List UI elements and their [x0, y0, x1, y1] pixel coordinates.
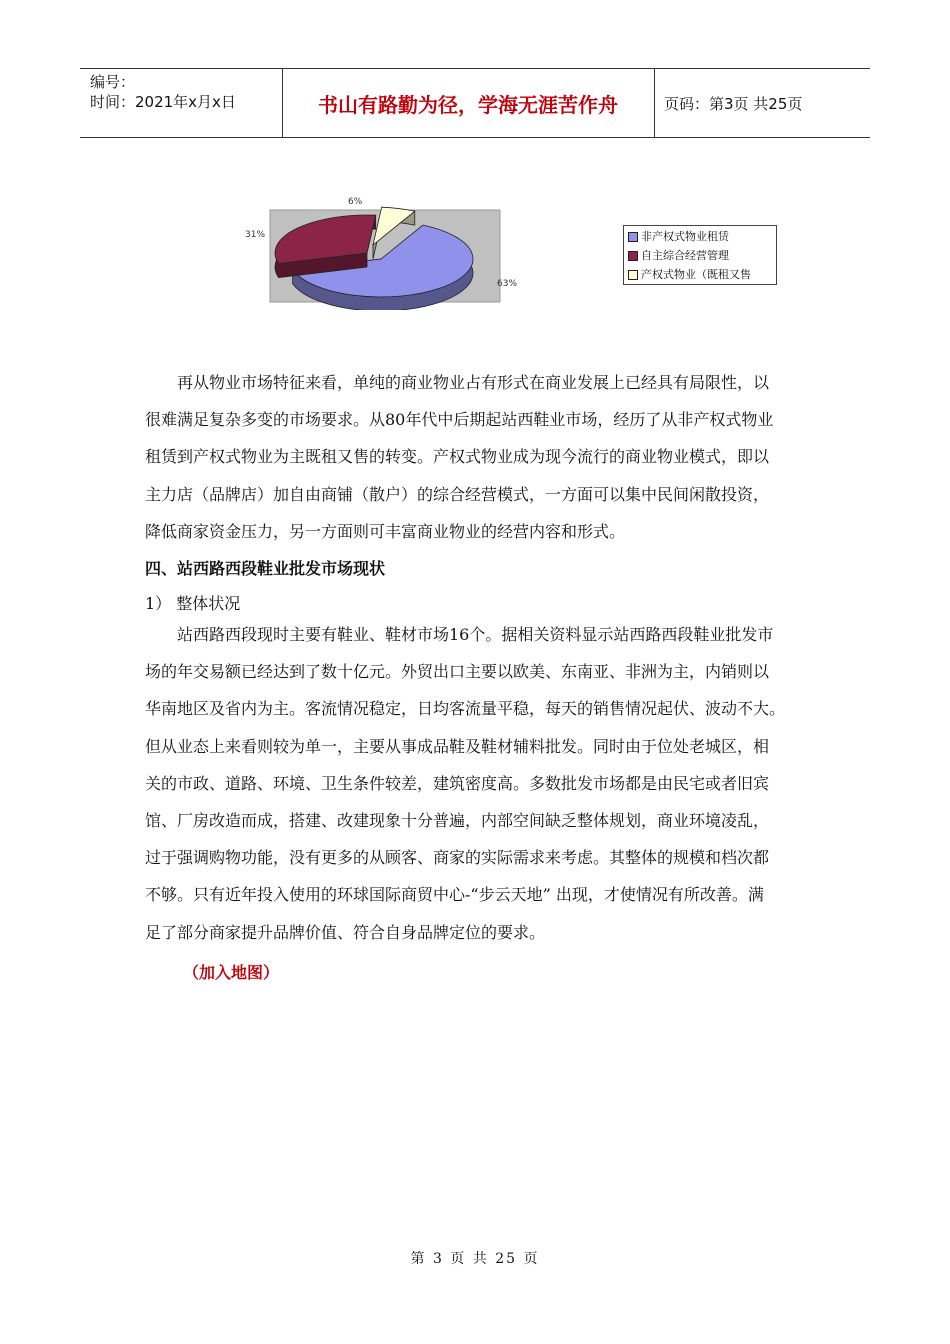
legend-swatch: [628, 251, 638, 261]
section-heading: 四、站西路西段鞋业批发市场现状: [145, 559, 386, 578]
text-line: 主力店（品牌店）加自由商铺（散户）的综合经营模式，一方面可以集中民间闲散投资，: [145, 484, 770, 504]
data-label-63: 63%: [497, 279, 518, 289]
page-info: 页码：第3页 共25页: [664, 95, 803, 113]
legend-label: 非产权式物业租赁: [641, 230, 729, 243]
number-label: 编号：: [90, 73, 136, 91]
data-label-31: 31%: [245, 230, 266, 240]
text-line: 租赁到产权式物业为主既租又售的转变。产权式物业成为现今流行的商业物业模式，即以: [145, 447, 770, 467]
paragraph-2: [145, 616, 810, 951]
text-line: 华南地区及省内为主。客流情况稳定，日均客流量平稳，每天的销售情况起伏、波动不大。: [145, 699, 786, 719]
time-label: 时间：2021年x月x日: [90, 93, 236, 111]
header-motto-cell: [282, 69, 655, 137]
legend-item: [628, 266, 774, 282]
text-line: 不够。只有近年投入使用的环球国际商贸中心-“步云天地” 出现，才使情况有所改善。满: [145, 885, 764, 905]
header-page-cell: [654, 69, 870, 137]
data-label-6: 6%: [348, 197, 363, 207]
header-meta-cell: [80, 69, 283, 137]
text-line: 再从物业市场特征来看，单纯的商业物业占有形式在商业发展上已经具有局限性，以: [177, 373, 770, 392]
motto: 书山有路勤为径，学海无涯苦作舟: [318, 93, 618, 117]
legend-swatch: [628, 232, 638, 242]
text-line: 但从业态上来看则较为单一，主要从事成品鞋及鞋材辅料批发。同时由于位处老城区，相: [145, 736, 770, 756]
paragraph-1: [145, 364, 810, 550]
legend-item: [628, 228, 774, 244]
text-line: 过于强调购物功能，没有更多的从顾客、商家的实际需求来考虑。其整体的规模和档次都: [145, 848, 770, 868]
chart-legend: [623, 225, 777, 285]
text-line: 很难满足复杂多变的市场要求。从80年代中后期起站西鞋业市场，经历了从非产权式物业: [145, 410, 774, 430]
legend-item: [628, 247, 774, 263]
text-line: 站西路西段现时主要有鞋业、鞋材市场16个。据相关资料显示站西路西段鞋业批发市: [177, 625, 774, 644]
subheading: 1） 整体状况: [145, 594, 241, 613]
text-line: 馆、厂房改造而成，搭建、改建现象十分普遍，内部空间缺乏整体规划，商业环境凌乱，: [145, 810, 770, 830]
document-header: [80, 68, 870, 138]
legend-label: 自主综合经营管理: [641, 249, 729, 262]
pie-chart: [235, 195, 795, 310]
legend-label: 产权式物业（既租又售: [641, 268, 751, 281]
text-line: 场的年交易额已经达到了数十亿元。外贸出口主要以欧美、东南亚、非洲为主，内销则以: [145, 662, 770, 682]
legend-swatch: [628, 270, 638, 280]
text-line: 降低商家资金压力，另一方面则可丰富商业物业的经营内容和形式。: [145, 521, 626, 541]
page-footer: 第 3 页 共 25 页: [410, 1251, 540, 1267]
text-line: 足了部分商家提升品牌价值、符合自身品牌定位的要求。: [145, 922, 546, 942]
text-line: 关的市政、道路、环境、卫生条件较差，建筑密度高。多数批发市场都是由民宅或者旧宾: [145, 773, 770, 793]
map-placeholder-note: （加入地图）: [183, 963, 280, 982]
